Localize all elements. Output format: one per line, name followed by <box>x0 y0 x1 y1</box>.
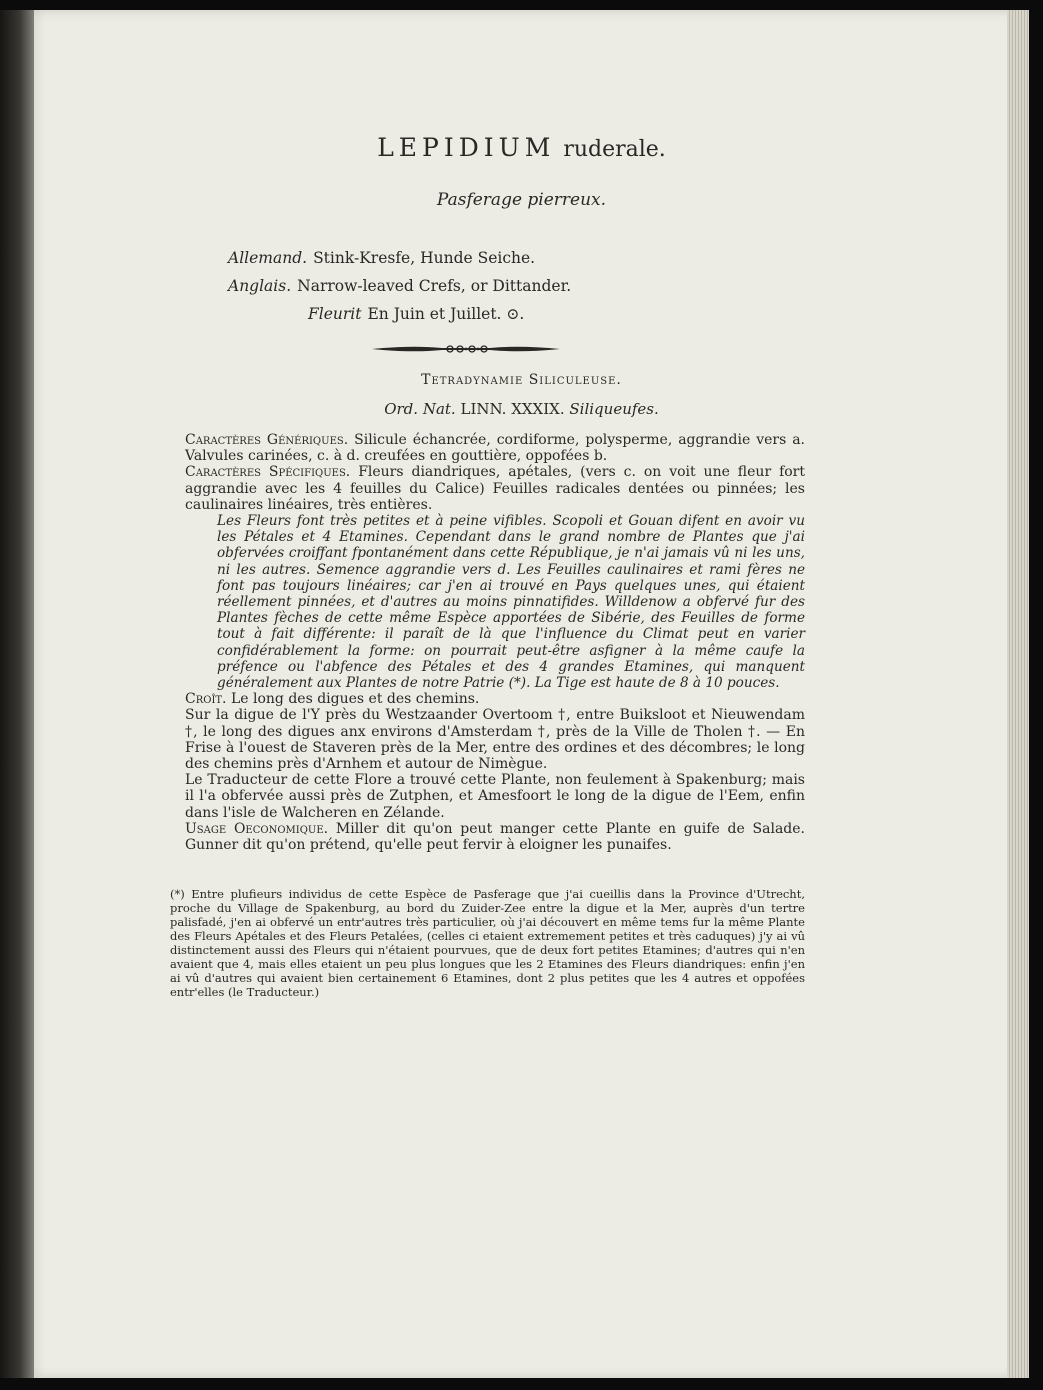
order-family: Siliqueufes. <box>569 400 659 418</box>
footnote: (*) Entre plufieurs individus de cette Espèce de Pasferage que j'ai cueillis dans la Province d'Utrecht, proche du Village de Spakenburg, au bord du Zuider-Zee entre la digue et la Mer, auprès d'un tertre palisfadé, j'en ai obfervé un entr'autres très particulier, où j'ai découvert en même tems fur la même Plante des Fleurs Apétales et des Fleurs Petalées, (celles ci etaient extremement petites et très caduques) j'y ai vû distinctement aussi des Fleurs qui n'étaient pourvues, que de deux fort petites Etamines; d'autres qui n'en avaient que 4, mais elles etaient un peu plus longues que les 2 Etamines des Fleurs diandriques: enfin j'en ai vû d'autres qui avaient bien certainement 6 Etamines, dont 2 plus petites que les 4 autres et oppofées entr'elles (le Traducteur.) <box>170 887 805 999</box>
specific-characters <box>185 464 805 513</box>
class-heading: Tetradynamie Siliculeuse. <box>421 372 622 388</box>
usage-text: Miller dit qu'on peut manger cette Plante en guife de Salade. Gunner dit qu'on prétend, qu'elle peut fervir à eloigner les punaifes. <box>185 820 806 854</box>
croit-label: Croît. <box>185 691 227 708</box>
page-title <box>0 133 1043 162</box>
name-row-flowering <box>228 300 571 328</box>
ornament-divider <box>372 342 560 356</box>
lang-label: Fleurit <box>308 305 362 323</box>
order-line <box>0 400 1043 418</box>
italic-notes: Les Fleurs font très petites et à peine vifibles. Scopoli et Gouan difent en avoir vu les Pétales et 4 Etamines. Cependant dans le grand nombre de Plantes que j'ai obfervées croiffant fpontanément dans cette République, je n'ai jamais vû ni les uns, ni les autres. Semence aggrandie vers d. Les Feuilles caulinaires et rami fères ne font pas toujours linéaires; car j'en ai trouvé en Pays quelques unes, qui étaient réellement pinnées, et d'autres au moins pinnatifides. Willdenow a obfervé fur des Plantes fèches de cette même Espèce apportées de Sibérie, des Feuilles de forme tout à fait différente: il paraît de là que l'influence du Climat peut en varier confidérablement la forme: on pourrait peut-être asfigner à la même caufe la préfence ou l'abfence des Pétales et des 4 grandes Etamines, qui manquent généralement aux Plantes de notre Patrie (*). La Tige est haute de 8 à 10 pouces. <box>217 513 805 692</box>
page-edges <box>1007 10 1029 1378</box>
name-text: En Juin et Juillet. ⊙. <box>367 305 525 323</box>
habitat-paragraph <box>185 691 805 707</box>
name-row-english <box>228 272 571 300</box>
generic-text: Silicule échancrée, cordiforme, polysperme, aggrandie vers a. Valvules carinées, c. à d. creufées en gouttière, oppofées b. <box>185 432 806 465</box>
name-text: Narrow-leaved Crefs, or Dittander. <box>297 277 572 295</box>
specific-label: Caractères Spécifiques. <box>185 464 351 481</box>
lang-label: Anglais. <box>228 277 292 295</box>
locations-paragraph: Sur la digue de l'Y près du Westzaander Overtoom †, entre Buiksloot et Nieuwendam †, le long des digues anx environs d'Amsterdam †, près de la Ville de Tholen †. — En Frise à l'ouest de Staveren près de la Mer, entre des ordines et des décombres; le long des chemins près d'Arnhem et autour de Nimègue. <box>185 707 805 773</box>
usage-label: Usage Oeconomique. <box>185 820 329 837</box>
specific-text: Fleurs diandriques, apétales, (vers c. on voit une fleur fort aggrandie avec les 4 feuilles du Calice) Feuilles radicales dentées ou pinnées; les caulinaires linéaires, très entières. <box>185 464 805 513</box>
generic-characters <box>185 432 805 464</box>
name-row-german <box>228 244 571 272</box>
translator-paragraph: Le Traducteur de cette Flore a trouvé cette Plante, non feulement à Spakenburg; mais il l'a obfervée aussi près de Zutphen, et Amesfoort le long de la digue de l'Eem, enfin dans l'isle de Walcheren en Zélande. <box>185 772 805 821</box>
common-names <box>228 244 571 328</box>
title-genus: LEPIDIUM <box>377 133 556 162</box>
order-nat: Ord. Nat. <box>384 400 456 418</box>
croit-text: Le long des digues et des chemins. <box>230 691 480 708</box>
lang-label: Allemand. <box>228 249 308 267</box>
order-linn: LINN. XXXIX. <box>460 400 565 418</box>
page-subtitle: Pasferage pierreux. <box>436 190 607 210</box>
generic-label: Caractères Génériques. <box>185 432 349 448</box>
description-body <box>185 432 805 853</box>
name-text: Stink-Kresfe, Hunde Seiche. <box>313 249 536 267</box>
title-species: ruderale. <box>563 137 666 162</box>
usage-paragraph <box>185 821 805 853</box>
book-gutter <box>0 10 36 1378</box>
